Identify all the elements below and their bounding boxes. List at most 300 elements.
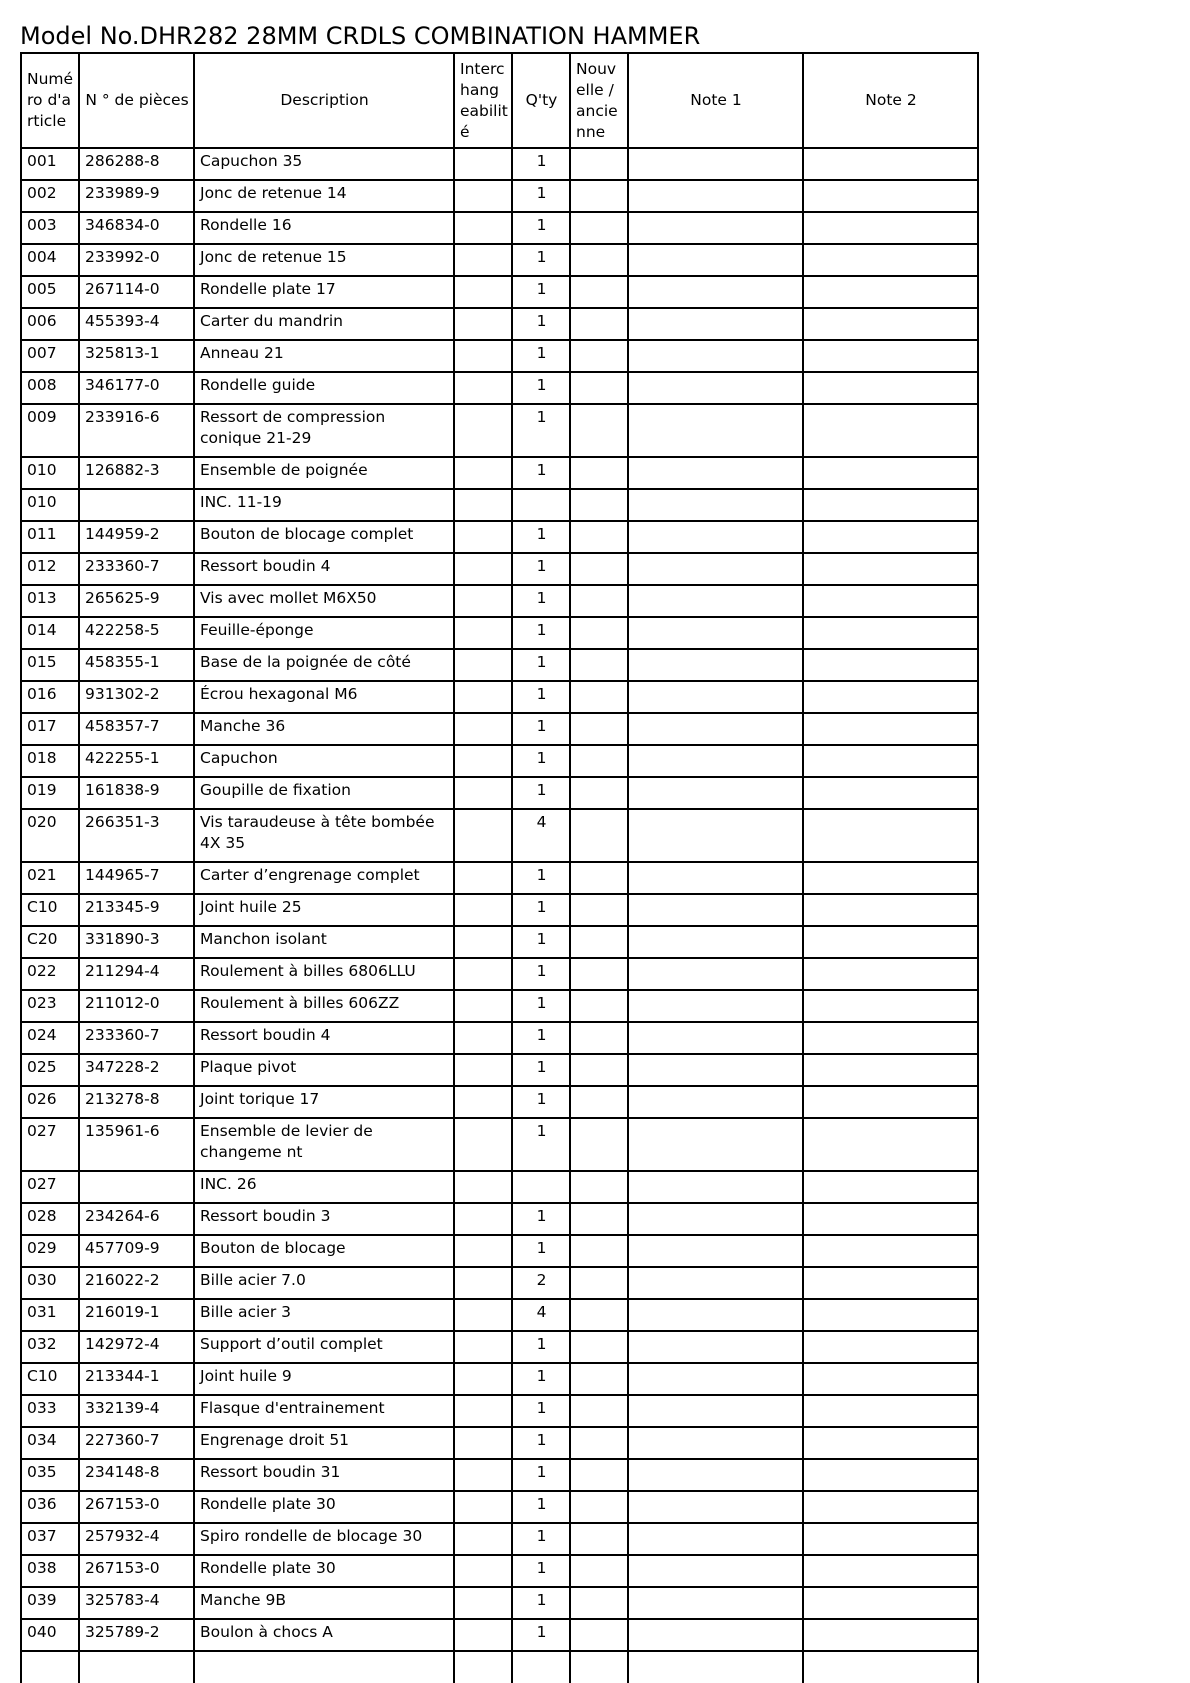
new-old-cell: [570, 1555, 628, 1587]
table-row: [21, 1086, 978, 1118]
new-old-cell: [570, 1619, 628, 1651]
quantity-cell: 1: [512, 862, 570, 894]
table-row: [21, 990, 978, 1022]
new-old-cell: [570, 1395, 628, 1427]
table-row: [21, 489, 978, 521]
note-2-cell: [803, 340, 978, 372]
part-number-cell: 234148-8: [79, 1459, 194, 1491]
quantity-cell: [512, 489, 570, 521]
note-2-cell: [803, 1619, 978, 1651]
note-2-cell: [803, 894, 978, 926]
table-row: [21, 1619, 978, 1651]
item-number-cell: 015: [21, 649, 79, 681]
description-cell: Bille acier 3: [194, 1299, 454, 1331]
description-cell: Anneau 21: [194, 340, 454, 372]
part-number-cell: 422258-5: [79, 617, 194, 649]
interchangeability-cell: [454, 372, 512, 404]
item-number-cell: 012: [21, 553, 79, 585]
interchangeability-cell: [454, 489, 512, 521]
note-1-cell: [628, 585, 803, 617]
quantity-cell: 1: [512, 1395, 570, 1427]
note-1-cell: [628, 1491, 803, 1523]
table-row: [21, 1299, 978, 1331]
table-row: [21, 777, 978, 809]
new-old-cell: [570, 404, 628, 457]
empty-cell: [803, 1651, 978, 1683]
quantity-cell: 4: [512, 1299, 570, 1331]
table-row: [21, 244, 978, 276]
description-cell: Ressort boudin 3: [194, 1203, 454, 1235]
new-old-cell: [570, 489, 628, 521]
note-2-cell: [803, 1171, 978, 1203]
note-1-cell: [628, 1427, 803, 1459]
item-number-cell: 010: [21, 457, 79, 489]
note-1-cell: [628, 713, 803, 745]
quantity-cell: 1: [512, 958, 570, 990]
new-old-cell: [570, 1331, 628, 1363]
quantity-cell: 4: [512, 809, 570, 862]
new-old-cell: [570, 958, 628, 990]
table-row: [21, 1555, 978, 1587]
table-row: [21, 308, 978, 340]
interchangeability-cell: [454, 1331, 512, 1363]
note-1-cell: [628, 862, 803, 894]
note-1-cell: [628, 894, 803, 926]
description-cell: Rondelle plate 30: [194, 1555, 454, 1587]
item-number-cell: 011: [21, 521, 79, 553]
interchangeability-cell: [454, 1299, 512, 1331]
table-row: [21, 1331, 978, 1363]
note-2-cell: [803, 958, 978, 990]
quantity-cell: 1: [512, 276, 570, 308]
description-cell: Ressort boudin 31: [194, 1459, 454, 1491]
description-cell: Manche 36: [194, 713, 454, 745]
note-1-cell: [628, 990, 803, 1022]
table-row: [21, 1267, 978, 1299]
quantity-cell: 1: [512, 681, 570, 713]
note-1-cell: [628, 404, 803, 457]
table-row: [21, 276, 978, 308]
new-old-cell: [570, 649, 628, 681]
note-2-cell: [803, 1395, 978, 1427]
table-row: [21, 148, 978, 180]
new-old-cell: [570, 894, 628, 926]
interchangeability-cell: [454, 1022, 512, 1054]
interchangeability-cell: [454, 1171, 512, 1203]
interchangeability-cell: [454, 649, 512, 681]
table-row: [21, 1203, 978, 1235]
note-2-cell: [803, 276, 978, 308]
table-row: [21, 713, 978, 745]
table-row: [21, 372, 978, 404]
table-row: [21, 681, 978, 713]
interchangeability-cell: [454, 1523, 512, 1555]
quantity-cell: 1: [512, 926, 570, 958]
item-number-cell: 029: [21, 1235, 79, 1267]
note-1-cell: [628, 958, 803, 990]
note-1-cell: [628, 521, 803, 553]
new-old-cell: [570, 1054, 628, 1086]
note-1-cell: [628, 1203, 803, 1235]
note-2-cell: [803, 1587, 978, 1619]
note-1-cell: [628, 1363, 803, 1395]
note-2-cell: [803, 1022, 978, 1054]
part-number-cell: 267153-0: [79, 1491, 194, 1523]
note-2-cell: [803, 148, 978, 180]
description-cell: Manchon isolant: [194, 926, 454, 958]
quantity-cell: 1: [512, 649, 570, 681]
part-number-cell: 135961-6: [79, 1118, 194, 1171]
header-row: [21, 53, 978, 148]
part-number-cell: 331890-3: [79, 926, 194, 958]
item-number-cell: C10: [21, 1363, 79, 1395]
new-old-cell: [570, 1171, 628, 1203]
table-row: [21, 894, 978, 926]
new-old-cell: [570, 553, 628, 585]
note-1-cell: [628, 1054, 803, 1086]
empty-cell: [454, 1651, 512, 1683]
description-cell: Spiro rondelle de blocage 30: [194, 1523, 454, 1555]
item-number-cell: 027: [21, 1118, 79, 1171]
part-number-cell: [79, 489, 194, 521]
part-number-cell: 233989-9: [79, 180, 194, 212]
part-number-cell: 233360-7: [79, 1022, 194, 1054]
new-old-cell: [570, 681, 628, 713]
description-cell: Boulon à chocs A: [194, 1619, 454, 1651]
interchangeability-cell: [454, 585, 512, 617]
interchangeability-cell: [454, 276, 512, 308]
quantity-cell: 1: [512, 1523, 570, 1555]
interchangeability-cell: [454, 1118, 512, 1171]
new-old-cell: [570, 713, 628, 745]
header-quantity: Q'ty: [512, 53, 570, 148]
note-2-cell: [803, 457, 978, 489]
table-row: [21, 521, 978, 553]
new-old-cell: [570, 1267, 628, 1299]
quantity-cell: 1: [512, 404, 570, 457]
description-cell: Ensemble de levier de changeme nt: [194, 1118, 454, 1171]
part-number-cell: 213345-9: [79, 894, 194, 926]
description-cell: Écrou hexagonal M6: [194, 681, 454, 713]
interchangeability-cell: [454, 1363, 512, 1395]
empty-cell: [194, 1651, 454, 1683]
new-old-cell: [570, 777, 628, 809]
quantity-cell: 1: [512, 1491, 570, 1523]
header-item-number: Numé ro d'a rticle: [21, 53, 79, 148]
new-old-cell: [570, 1427, 628, 1459]
note-2-cell: [803, 308, 978, 340]
empty-cell: [512, 1651, 570, 1683]
description-cell: Jonc de retenue 14: [194, 180, 454, 212]
header-interchangeability: Interc hang eabilit é: [454, 53, 512, 148]
quantity-cell: 1: [512, 148, 570, 180]
interchangeability-cell: [454, 1086, 512, 1118]
note-1-cell: [628, 1171, 803, 1203]
part-number-cell: 458355-1: [79, 649, 194, 681]
interchangeability-cell: [454, 1235, 512, 1267]
new-old-cell: [570, 617, 628, 649]
interchangeability-cell: [454, 809, 512, 862]
part-number-cell: 213278-8: [79, 1086, 194, 1118]
note-1-cell: [628, 1086, 803, 1118]
header-new-old: Nouv elle / ancie nne: [570, 53, 628, 148]
header-description: Description: [194, 53, 454, 148]
table-row: [21, 862, 978, 894]
description-cell: Bille acier 7.0: [194, 1267, 454, 1299]
item-number-cell: 040: [21, 1619, 79, 1651]
note-2-cell: [803, 1555, 978, 1587]
table-row: [21, 553, 978, 585]
quantity-cell: 1: [512, 553, 570, 585]
quantity-cell: 1: [512, 340, 570, 372]
table-row: [21, 809, 978, 862]
item-number-cell: 010: [21, 489, 79, 521]
item-number-cell: 032: [21, 1331, 79, 1363]
quantity-cell: 1: [512, 585, 570, 617]
description-cell: Ressort boudin 4: [194, 1022, 454, 1054]
interchangeability-cell: [454, 1491, 512, 1523]
interchangeability-cell: [454, 1427, 512, 1459]
table-row: [21, 1395, 978, 1427]
interchangeability-cell: [454, 1459, 512, 1491]
item-number-cell: 025: [21, 1054, 79, 1086]
quantity-cell: 1: [512, 372, 570, 404]
interchangeability-cell: [454, 958, 512, 990]
part-number-cell: 144965-7: [79, 862, 194, 894]
interchangeability-cell: [454, 521, 512, 553]
new-old-cell: [570, 1299, 628, 1331]
note-1-cell: [628, 457, 803, 489]
interchangeability-cell: [454, 777, 512, 809]
new-old-cell: [570, 926, 628, 958]
item-number-cell: 035: [21, 1459, 79, 1491]
quantity-cell: 1: [512, 617, 570, 649]
part-number-cell: 265625-9: [79, 585, 194, 617]
item-number-cell: 028: [21, 1203, 79, 1235]
note-2-cell: [803, 926, 978, 958]
part-number-cell: 325813-1: [79, 340, 194, 372]
description-cell: Carter d’engrenage complet: [194, 862, 454, 894]
quantity-cell: 1: [512, 777, 570, 809]
note-1-cell: [628, 1331, 803, 1363]
item-number-cell: 014: [21, 617, 79, 649]
note-2-cell: [803, 244, 978, 276]
description-cell: Capuchon 35: [194, 148, 454, 180]
interchangeability-cell: [454, 681, 512, 713]
part-number-cell: 346834-0: [79, 212, 194, 244]
item-number-cell: 027: [21, 1171, 79, 1203]
note-1-cell: [628, 553, 803, 585]
interchangeability-cell: [454, 745, 512, 777]
interchangeability-cell: [454, 1619, 512, 1651]
part-number-cell: 347228-2: [79, 1054, 194, 1086]
interchangeability-cell: [454, 244, 512, 276]
description-cell: Vis avec mollet M6X50: [194, 585, 454, 617]
description-cell: Rondelle guide: [194, 372, 454, 404]
new-old-cell: [570, 1363, 628, 1395]
note-2-cell: [803, 809, 978, 862]
quantity-cell: 1: [512, 457, 570, 489]
quantity-cell: 1: [512, 1555, 570, 1587]
item-number-cell: 004: [21, 244, 79, 276]
description-cell: Feuille-éponge: [194, 617, 454, 649]
note-1-cell: [628, 489, 803, 521]
empty-cell: [21, 1651, 79, 1683]
new-old-cell: [570, 308, 628, 340]
note-1-cell: [628, 617, 803, 649]
item-number-cell: 022: [21, 958, 79, 990]
note-2-cell: [803, 862, 978, 894]
new-old-cell: [570, 1235, 628, 1267]
quantity-cell: 1: [512, 1054, 570, 1086]
note-1-cell: [628, 1267, 803, 1299]
quantity-cell: 1: [512, 1331, 570, 1363]
note-2-cell: [803, 180, 978, 212]
item-number-cell: 030: [21, 1267, 79, 1299]
new-old-cell: [570, 1118, 628, 1171]
item-number-cell: 007: [21, 340, 79, 372]
part-number-cell: 458357-7: [79, 713, 194, 745]
new-old-cell: [570, 1022, 628, 1054]
new-old-cell: [570, 276, 628, 308]
table-row: [21, 585, 978, 617]
interchangeability-cell: [454, 308, 512, 340]
note-2-cell: [803, 1459, 978, 1491]
note-1-cell: [628, 372, 803, 404]
description-cell: Vis taraudeuse à tête bombée 4X 35: [194, 809, 454, 862]
new-old-cell: [570, 1587, 628, 1619]
description-cell: Roulement à billes 6806LLU: [194, 958, 454, 990]
interchangeability-cell: [454, 212, 512, 244]
table-row: [21, 1118, 978, 1171]
part-number-cell: 346177-0: [79, 372, 194, 404]
description-cell: Ensemble de poignée: [194, 457, 454, 489]
note-1-cell: [628, 1118, 803, 1171]
description-cell: Goupille de fixation: [194, 777, 454, 809]
note-1-cell: [628, 1235, 803, 1267]
quantity-cell: 1: [512, 1459, 570, 1491]
part-number-cell: 216019-1: [79, 1299, 194, 1331]
note-2-cell: [803, 1491, 978, 1523]
part-number-cell: 126882-3: [79, 457, 194, 489]
note-2-cell: [803, 212, 978, 244]
table-row: [21, 1427, 978, 1459]
quantity-cell: 1: [512, 745, 570, 777]
description-cell: Flasque d'entrainement: [194, 1395, 454, 1427]
part-number-cell: 422255-1: [79, 745, 194, 777]
interchangeability-cell: [454, 1555, 512, 1587]
quantity-cell: 1: [512, 1118, 570, 1171]
description-cell: Roulement à billes 606ZZ: [194, 990, 454, 1022]
note-1-cell: [628, 1395, 803, 1427]
empty-cell: [570, 1651, 628, 1683]
header-part-number: N ° de pièces: [79, 53, 194, 148]
table-row: [21, 404, 978, 457]
item-number-cell: 018: [21, 745, 79, 777]
interchangeability-cell: [454, 180, 512, 212]
interchangeability-cell: [454, 926, 512, 958]
interchangeability-cell: [454, 404, 512, 457]
note-2-cell: [803, 1523, 978, 1555]
note-1-cell: [628, 308, 803, 340]
new-old-cell: [570, 745, 628, 777]
part-number-cell: 211012-0: [79, 990, 194, 1022]
description-cell: Engrenage droit 51: [194, 1427, 454, 1459]
part-number-cell: 211294-4: [79, 958, 194, 990]
quantity-cell: 1: [512, 212, 570, 244]
interchangeability-cell: [454, 1054, 512, 1086]
parts-table: [20, 52, 979, 1683]
table-row: [21, 180, 978, 212]
note-1-cell: [628, 1459, 803, 1491]
interchangeability-cell: [454, 340, 512, 372]
new-old-cell: [570, 1491, 628, 1523]
table-row: [21, 1651, 978, 1683]
new-old-cell: [570, 521, 628, 553]
parts-table-body: [21, 148, 978, 1683]
new-old-cell: [570, 809, 628, 862]
table-row: [21, 1171, 978, 1203]
description-cell: Support d’outil complet: [194, 1331, 454, 1363]
part-number-cell: [79, 1171, 194, 1203]
part-number-cell: 213344-1: [79, 1363, 194, 1395]
note-1-cell: [628, 212, 803, 244]
interchangeability-cell: [454, 457, 512, 489]
part-number-cell: 325789-2: [79, 1619, 194, 1651]
note-2-cell: [803, 777, 978, 809]
note-2-cell: [803, 553, 978, 585]
item-number-cell: 020: [21, 809, 79, 862]
header-note-1: Note 1: [628, 53, 803, 148]
page-title: Model No.DHR282 28MM CRDLS COMBINATION HAMMER: [20, 22, 701, 50]
table-row: [21, 1491, 978, 1523]
part-number-cell: 161838-9: [79, 777, 194, 809]
new-old-cell: [570, 457, 628, 489]
note-1-cell: [628, 745, 803, 777]
note-2-cell: [803, 1235, 978, 1267]
part-number-cell: 227360-7: [79, 1427, 194, 1459]
description-cell: Bouton de blocage: [194, 1235, 454, 1267]
item-number-cell: 006: [21, 308, 79, 340]
note-2-cell: [803, 1363, 978, 1395]
note-1-cell: [628, 148, 803, 180]
part-number-cell: 325783-4: [79, 1587, 194, 1619]
header-note-2: Note 2: [803, 53, 978, 148]
new-old-cell: [570, 212, 628, 244]
item-number-cell: C20: [21, 926, 79, 958]
description-cell: Joint huile 25: [194, 894, 454, 926]
quantity-cell: 1: [512, 894, 570, 926]
description-cell: Capuchon: [194, 745, 454, 777]
note-1-cell: [628, 340, 803, 372]
note-2-cell: [803, 1299, 978, 1331]
part-number-cell: 233360-7: [79, 553, 194, 585]
note-2-cell: [803, 1118, 978, 1171]
note-1-cell: [628, 1619, 803, 1651]
part-number-cell: 257932-4: [79, 1523, 194, 1555]
note-2-cell: [803, 1427, 978, 1459]
quantity-cell: 1: [512, 1619, 570, 1651]
quantity-cell: 2: [512, 1267, 570, 1299]
note-2-cell: [803, 404, 978, 457]
part-number-cell: 233992-0: [79, 244, 194, 276]
table-row: [21, 1459, 978, 1491]
table-row: [21, 1022, 978, 1054]
new-old-cell: [570, 1523, 628, 1555]
table-row: [21, 457, 978, 489]
note-2-cell: [803, 990, 978, 1022]
description-cell: Manche 9B: [194, 1587, 454, 1619]
